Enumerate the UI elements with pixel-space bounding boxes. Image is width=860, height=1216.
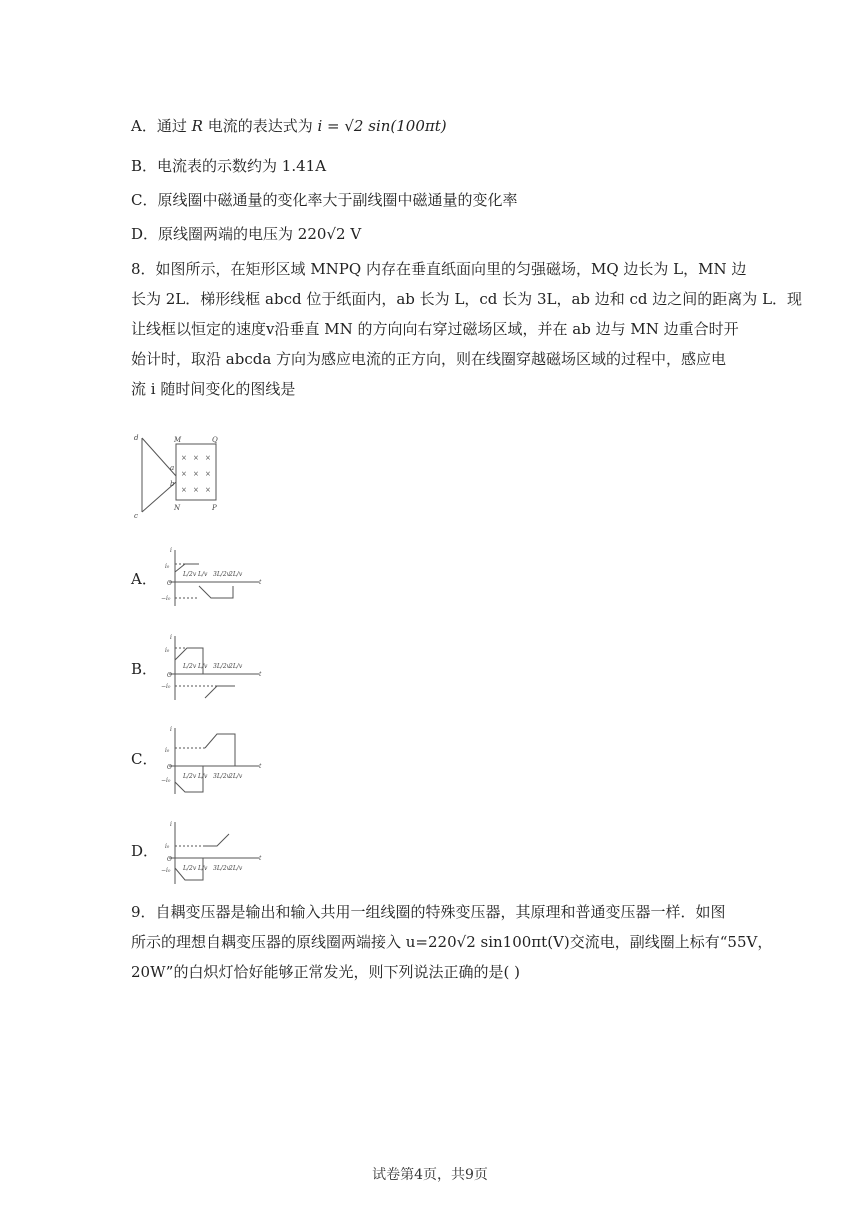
graph-b-neg-i0: −i₀ — [161, 683, 171, 690]
svg-text:×: × — [193, 486, 199, 494]
graph-c-tick-2: L/v — [198, 773, 208, 780]
q7-option-d-text-before: 原线圈两端的电压为 220 — [158, 225, 327, 243]
graph-d-neg-i0: −i₀ — [161, 867, 171, 874]
q9-line-2-before: 所示的理想自耦变压器的原线圈两端接入 u=220 — [131, 933, 457, 951]
q8-line-2: 长为 2L．梯形线框 abcd 位于纸面内，ab 长为 L，cd 长为 3L，ab 边和 cd 边之间的距离为 L．现 — [131, 290, 803, 308]
q7-option-b-text: 电流表的示数约为 1.41A — [157, 157, 327, 175]
q7-option-b-label: B． — [131, 157, 158, 175]
q7-option-c-text: 原线圈中磁通量的变化率大于副线圈中磁通量的变化率 — [157, 191, 518, 209]
graph-a-i0: i₀ — [165, 563, 170, 570]
label-Q: Q — [212, 436, 218, 444]
q7-option-d-text-after: V — [345, 225, 362, 243]
graph-c-origin: O — [167, 764, 172, 771]
q7-option-c — [131, 190, 518, 210]
q9-line-3: 20W”的白炽灯恰好能够正常发光，则下列说法正确的是( ) — [131, 963, 520, 981]
graph-b-t: t — [259, 671, 262, 678]
graph-d-tick-4: 2L/v — [229, 865, 243, 872]
graph-a-tick-4: 2L/v — [229, 571, 243, 578]
label-b: b — [170, 480, 175, 488]
q9-line-2 — [131, 927, 773, 957]
graph-a-i: i — [170, 547, 172, 554]
graph-b-i: i — [170, 634, 172, 641]
graph-c-tick-4: 2L/v — [229, 773, 243, 780]
graph-d-i0: i₀ — [165, 843, 170, 850]
svg-text:×: × — [181, 486, 187, 494]
q7-option-a-text-mid: 电流的表达式为 — [202, 117, 318, 135]
q7-option-d-label: D． — [131, 225, 159, 243]
graph-b-i0: i₀ — [165, 647, 170, 654]
label-d: d — [134, 434, 139, 442]
label-c: c — [134, 512, 138, 520]
graph-d-tick-1: L/2v — [183, 865, 197, 872]
q7-option-b — [131, 156, 326, 176]
q8-option-b-label: B． — [131, 660, 158, 678]
graph-c-tick-1: L/2v — [183, 773, 197, 780]
graph-a-t: t — [259, 579, 262, 586]
graph-d-tick-3: 3L/2v — [213, 865, 231, 872]
q9-line-2-after: sin100πt(V)交流电，副线圈上标有“55V， — [475, 933, 773, 951]
graph-d-t: t — [259, 855, 262, 862]
graph-a-tick-1: L/2v — [183, 571, 197, 578]
graph-c-t: t — [259, 763, 262, 770]
q7-option-a-label: A． — [131, 117, 157, 135]
graph-b-tick-4: 2L/v — [229, 663, 243, 670]
q8-figure — [130, 430, 230, 522]
svg-text:×: × — [193, 454, 199, 462]
q9-line-2-sqrt: √2 — [456, 933, 476, 951]
q8-line-4: 始计时，取沿 abcda 方向为感应电流的正方向，则在线圈穿越磁场区域的过程中，感应电 — [131, 350, 727, 368]
svg-text:×: × — [205, 454, 211, 462]
field-marks — [181, 454, 211, 494]
svg-text:×: × — [181, 454, 187, 462]
q8-line-1: 8．如图所示，在矩形区域 MNPQ 内存在垂直纸面向里的匀强磁场，MQ 边长为 L，MN 边 — [131, 260, 747, 278]
page-footer: 试卷第4页，共9页 — [372, 1167, 488, 1183]
q7-option-d — [131, 224, 361, 244]
q9-line-1: 9．自耦变压器是输出和输入共用一组线圈的特殊变压器，其原理和普通变压器一样．如图 — [131, 903, 726, 921]
q8-line-5: 流 i 随时间变化的图线是 — [131, 380, 296, 398]
graph-c-tick-3: 3L/2v — [213, 773, 231, 780]
graph-d-tick-2: L/v — [198, 865, 208, 872]
q7-option-c-label: C． — [131, 191, 158, 209]
svg-text:×: × — [181, 470, 187, 478]
q7-option-a-formula: i = √2 sin(100πt) — [317, 117, 447, 135]
graph-a — [155, 542, 265, 610]
q7-option-a-text-before: 通过 — [156, 117, 192, 135]
svg-text:×: × — [205, 470, 211, 478]
graph-a-origin: O — [167, 580, 172, 587]
graph-b-tick-3: 3L/2v — [213, 663, 231, 670]
graph-a-tick-2: L/v — [198, 571, 208, 578]
graph-c-i0: i₀ — [165, 747, 170, 754]
q8-option-d-label: D． — [131, 842, 159, 860]
q7-option-a-var: R — [191, 117, 203, 135]
graph-a-tick-3: 3L/2v — [213, 571, 231, 578]
label-a: a — [170, 464, 175, 472]
graph-d-origin: O — [167, 856, 172, 863]
label-P: P — [212, 504, 217, 512]
graph-b-tick-2: L/v — [198, 663, 208, 670]
graph-b — [155, 630, 265, 704]
graph-c-i: i — [170, 726, 172, 733]
graph-c — [155, 722, 265, 798]
graph-b-tick-1: L/2v — [183, 663, 197, 670]
q7-option-d-sqrt: √2 — [326, 225, 346, 243]
q8-stem — [131, 254, 803, 404]
graph-b-origin: O — [167, 672, 172, 679]
q7-option-a — [131, 116, 447, 136]
svg-text:×: × — [205, 486, 211, 494]
label-M: M — [174, 436, 182, 444]
q8-line-3: 让线框以恒定的速度v沿垂直 MN 的方向向右穿过磁场区域，并在 ab 边与 MN 边重合时开 — [131, 320, 739, 338]
q8-option-c-label: C． — [131, 750, 158, 768]
graph-c-neg-i0: −i₀ — [161, 777, 171, 784]
graph-d — [155, 818, 265, 888]
label-N: N — [174, 504, 181, 512]
graph-a-neg-i0: −i₀ — [161, 595, 171, 602]
q8-option-a-label: A． — [131, 570, 157, 588]
q9-stem — [131, 897, 773, 987]
svg-text:×: × — [193, 470, 199, 478]
graph-d-i: i — [170, 821, 172, 828]
